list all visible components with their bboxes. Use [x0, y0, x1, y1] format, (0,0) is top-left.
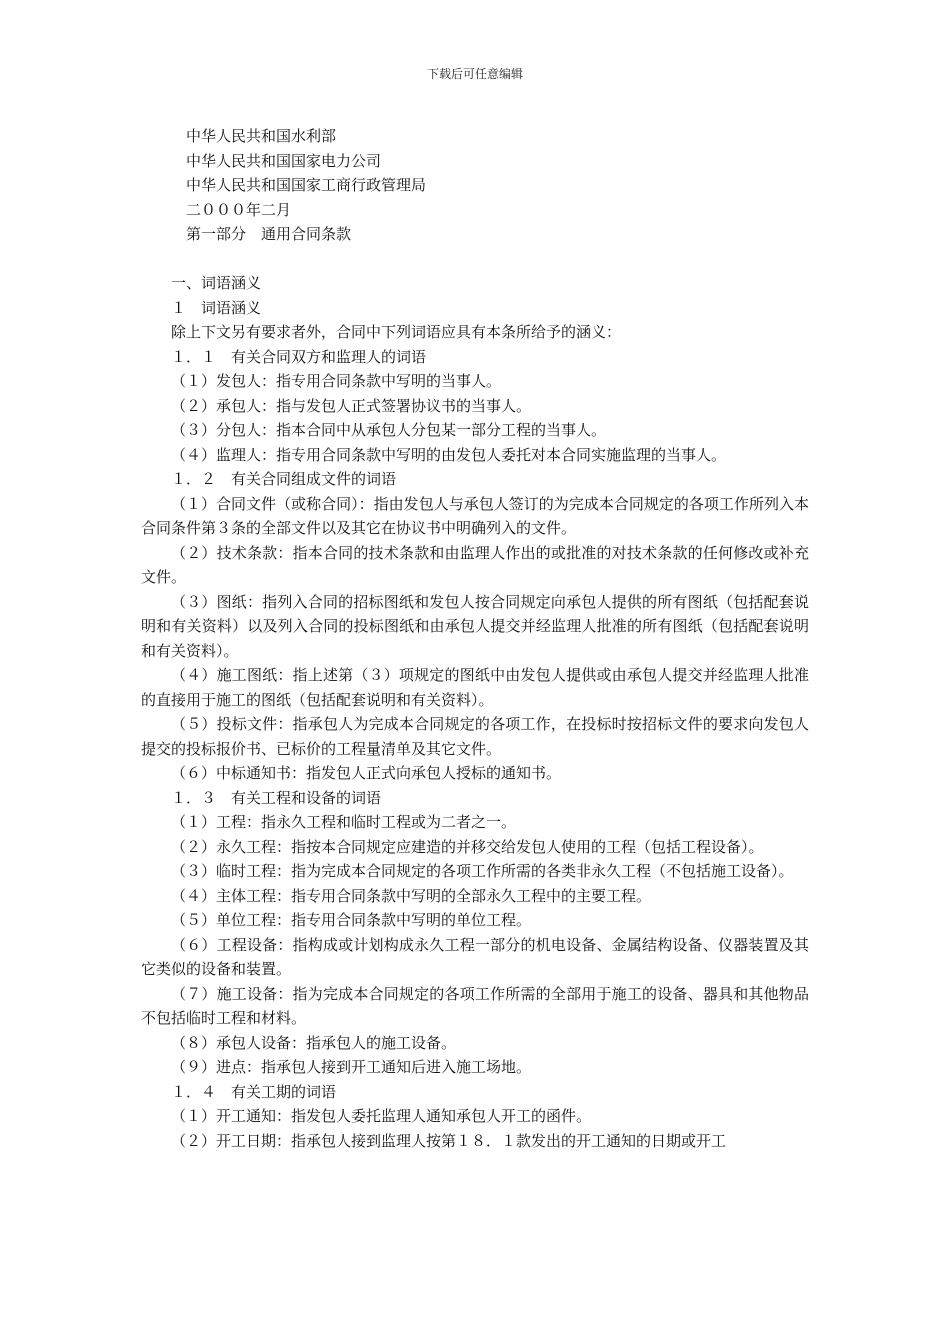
- definition-item: （４）监理人：指专用合同条款中写明的由发包人委托对本合同实施监理的当事人。: [171, 445, 727, 464]
- definition-item: （１）开工通知：指发包人委托监理人通知承包人开工的函件。: [171, 1107, 592, 1125]
- definition-item: （７）施工设备：指为完成本合同规定的各项工作所需的全部用于施工的设备、器具和其他物品不包括临时工程和材料。: [141, 984, 809, 1027]
- definition-item: （９）进点：指承包人接到开工通知后进入施工场地。: [171, 1058, 532, 1076]
- page-header: 下载后可任意编辑: [426, 67, 523, 81]
- definition-item: （４）主体工程：指专用合同条款中写明的全部永久工程中的主要工程。: [171, 886, 652, 905]
- part-title: 第一部分 通用合同条款: [186, 225, 352, 243]
- definition-item: （５）投标文件：指承包人为完成本合同规定的各项工作，在投标时按招标文件的要求向发包人提交的投标报价书、已标价的工程量清单及其它文件。: [141, 715, 809, 758]
- subsection-title: １．２ 有关合同组成文件的词语: [171, 470, 397, 488]
- definition-item: （１）合同文件（或称合同）：指由发包人与承包人签订的为完成本合同规定的各项工作所列入本合同条件第３条的全部文件以及其它在协议书中明确列入的文件。: [141, 494, 809, 537]
- definition-item: （２）承包人：指与发包人正式签署协议书的当事人。: [171, 396, 532, 415]
- subsection-title: １．３ 有关工程和设备的词语: [171, 788, 382, 807]
- definition-item: （５）单位工程：指专用合同条款中写明的单位工程。: [171, 911, 532, 929]
- definition-item: （４）施工图纸：指上述第（３）项规定的图纸中由发包人提供或由承包人提交并经监理人批准的直接用于施工的图纸（包括配套说明和有关资料）。: [141, 666, 809, 709]
- date-line: 二０００年二月: [186, 200, 292, 219]
- definition-item: （２）开工日期：指承包人接到监理人按第１８．１款发出的开工通知的日期或开工: [171, 1131, 727, 1150]
- definition-item: （１）工程：指永久工程和临时工程或为二者之一。: [171, 813, 517, 831]
- subsection-title: １．１ 有关合同双方和监理人的词语: [171, 347, 427, 366]
- definition-item: （６）工程设备：指构成或计划构成永久工程一部分的机电设备、金属结构设备、仪器装置及其它类似的设备和装置。: [141, 935, 809, 978]
- issuer-line: 中华人民共和国国家电力公司: [186, 151, 382, 170]
- intro-paragraph: 除上下文另有要求者外，合同中下列词语应具有本条所给予的涵义：: [171, 323, 622, 341]
- definition-item: （１）发包人：指专用合同条款中写明的当事人。: [171, 372, 502, 390]
- section-title: 一、词语涵义: [171, 274, 262, 292]
- issuer-line: 中华人民共和国水利部: [186, 127, 337, 145]
- subsection-title: １．４ 有关工期的词语: [171, 1082, 337, 1101]
- clause-title: １ 词语涵义: [171, 298, 262, 317]
- issuer-line: 中华人民共和国国家工商行政管理局: [186, 176, 427, 194]
- definition-item: （３）图纸：指列入合同的招标图纸和发包人按合同规定向承包人提供的所有图纸（包括配套说明和有关资料）以及列入合同的投标图纸和由承包人提交并经监理人批准的所有图纸（包括配套说明和有关资料）。: [141, 592, 809, 660]
- definition-item: （８）承包人设备：指承包人的施工设备。: [171, 1033, 457, 1052]
- definition-item: （３）分包人：指本合同中从承包人分包某一部分工程的当事人。: [171, 421, 607, 439]
- document-body: [141, 124, 809, 1153]
- definition-item: （２）技术条款：指本合同的技术条款和由监理人作出的或批准的对技术条款的任何修改或补充文件。: [141, 543, 809, 586]
- spacer: [141, 247, 809, 272]
- definition-item: （６）中标通知书：指发包人正式向承包人授标的通知书。: [171, 764, 562, 782]
- definition-item: （３）临时工程：指为完成本合同规定的各项工作所需的各类非永久工程（不包括施工设备）。: [171, 862, 794, 880]
- definition-item: （２）永久工程：指按本合同规定应建造的并移交给发包人使用的工程（包括工程设备）。: [171, 837, 764, 856]
